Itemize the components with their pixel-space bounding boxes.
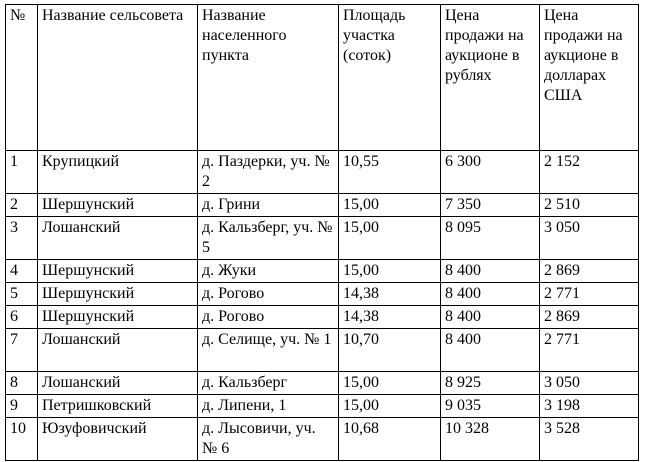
table-row (6, 329, 639, 372)
cell-council: Шершунский (38, 260, 198, 283)
cell-number: 3 (6, 217, 38, 260)
cell-number: 5 (6, 283, 38, 306)
cell-council: Лошанский (38, 217, 198, 260)
cell-price-usd: 2 869 (540, 306, 639, 329)
cell-number: 8 (6, 372, 38, 395)
cell-area: 15,00 (339, 194, 441, 217)
cell-price-rub: 7 350 (441, 194, 540, 217)
header-council: Название сельсовета (38, 5, 198, 151)
table-row (6, 151, 639, 194)
cell-settlement: д. Липени, 1 (198, 395, 339, 418)
cell-price-rub: 8 095 (441, 217, 540, 260)
table-header-row (6, 5, 639, 151)
cell-price-rub: 8 400 (441, 260, 540, 283)
cell-settlement: д. Грини (198, 194, 339, 217)
header-price-usd: Цена продажи на аукционе в долларах США (540, 5, 639, 151)
cell-price-rub: 10 328 (441, 418, 540, 461)
cell-settlement: д. Паздерки, уч. № 2 (198, 151, 339, 194)
cell-council: Юзуфовичский (38, 418, 198, 461)
header-price-rub: Цена продажи на аукционе в рублях (441, 5, 540, 151)
cell-price-rub: 8 400 (441, 306, 540, 329)
cell-area: 15,00 (339, 395, 441, 418)
cell-number: 4 (6, 260, 38, 283)
table-row (6, 194, 639, 217)
cell-price-rub: 9 035 (441, 395, 540, 418)
cell-price-usd: 2 771 (540, 329, 639, 372)
cell-number: 10 (6, 418, 38, 461)
cell-area: 15,00 (339, 372, 441, 395)
cell-price-rub: 8 925 (441, 372, 540, 395)
cell-number: 1 (6, 151, 38, 194)
table-row (6, 283, 639, 306)
cell-price-usd: 2 771 (540, 283, 639, 306)
table-row (6, 306, 639, 329)
table-row (6, 217, 639, 260)
header-settlement: Название населенного пункта (198, 5, 339, 151)
cell-council: Шершунский (38, 306, 198, 329)
cell-price-rub: 8 400 (441, 283, 540, 306)
cell-settlement: д. Жуки (198, 260, 339, 283)
cell-settlement: д. Селище, уч. № 1 (198, 329, 339, 372)
cell-price-usd: 3 050 (540, 217, 639, 260)
cell-number: 6 (6, 306, 38, 329)
cell-area: 15,00 (339, 260, 441, 283)
cell-area: 14,38 (339, 283, 441, 306)
cell-council: Шершунский (38, 283, 198, 306)
cell-price-usd: 2 869 (540, 260, 639, 283)
cell-council: Крупицкий (38, 151, 198, 194)
header-number: № (6, 5, 38, 151)
cell-area: 14,38 (339, 306, 441, 329)
cell-settlement: д. Лысовичи, уч. № 6 (198, 418, 339, 461)
cell-area: 10,68 (339, 418, 441, 461)
cell-settlement: д. Кальзберг, уч. № 5 (198, 217, 339, 260)
table-row (6, 372, 639, 395)
cell-council: Лошанский (38, 372, 198, 395)
cell-price-rub: 6 300 (441, 151, 540, 194)
cell-area: 10,70 (339, 329, 441, 372)
cell-settlement: д. Рогово (198, 283, 339, 306)
cell-council: Лошанский (38, 329, 198, 372)
table-row (6, 260, 639, 283)
cell-number: 7 (6, 329, 38, 372)
cell-settlement: д. Кальзберг (198, 372, 339, 395)
cell-price-usd: 2 510 (540, 194, 639, 217)
cell-price-usd: 2 152 (540, 151, 639, 194)
cell-area: 15,00 (339, 217, 441, 260)
cell-council: Петришковский (38, 395, 198, 418)
cell-settlement: д. Рогово (198, 306, 339, 329)
cell-price-usd: 3 528 (540, 418, 639, 461)
table-row (6, 395, 639, 418)
table-row (6, 418, 639, 461)
cell-price-rub: 8 400 (441, 329, 540, 372)
cell-price-usd: 3 050 (540, 372, 639, 395)
header-area: Площадь участка (соток) (339, 5, 441, 151)
cell-number: 9 (6, 395, 38, 418)
cell-council: Шершунский (38, 194, 198, 217)
cell-price-usd: 3 198 (540, 395, 639, 418)
cell-number: 2 (6, 194, 38, 217)
cell-area: 10,55 (339, 151, 441, 194)
auction-table (5, 4, 639, 461)
